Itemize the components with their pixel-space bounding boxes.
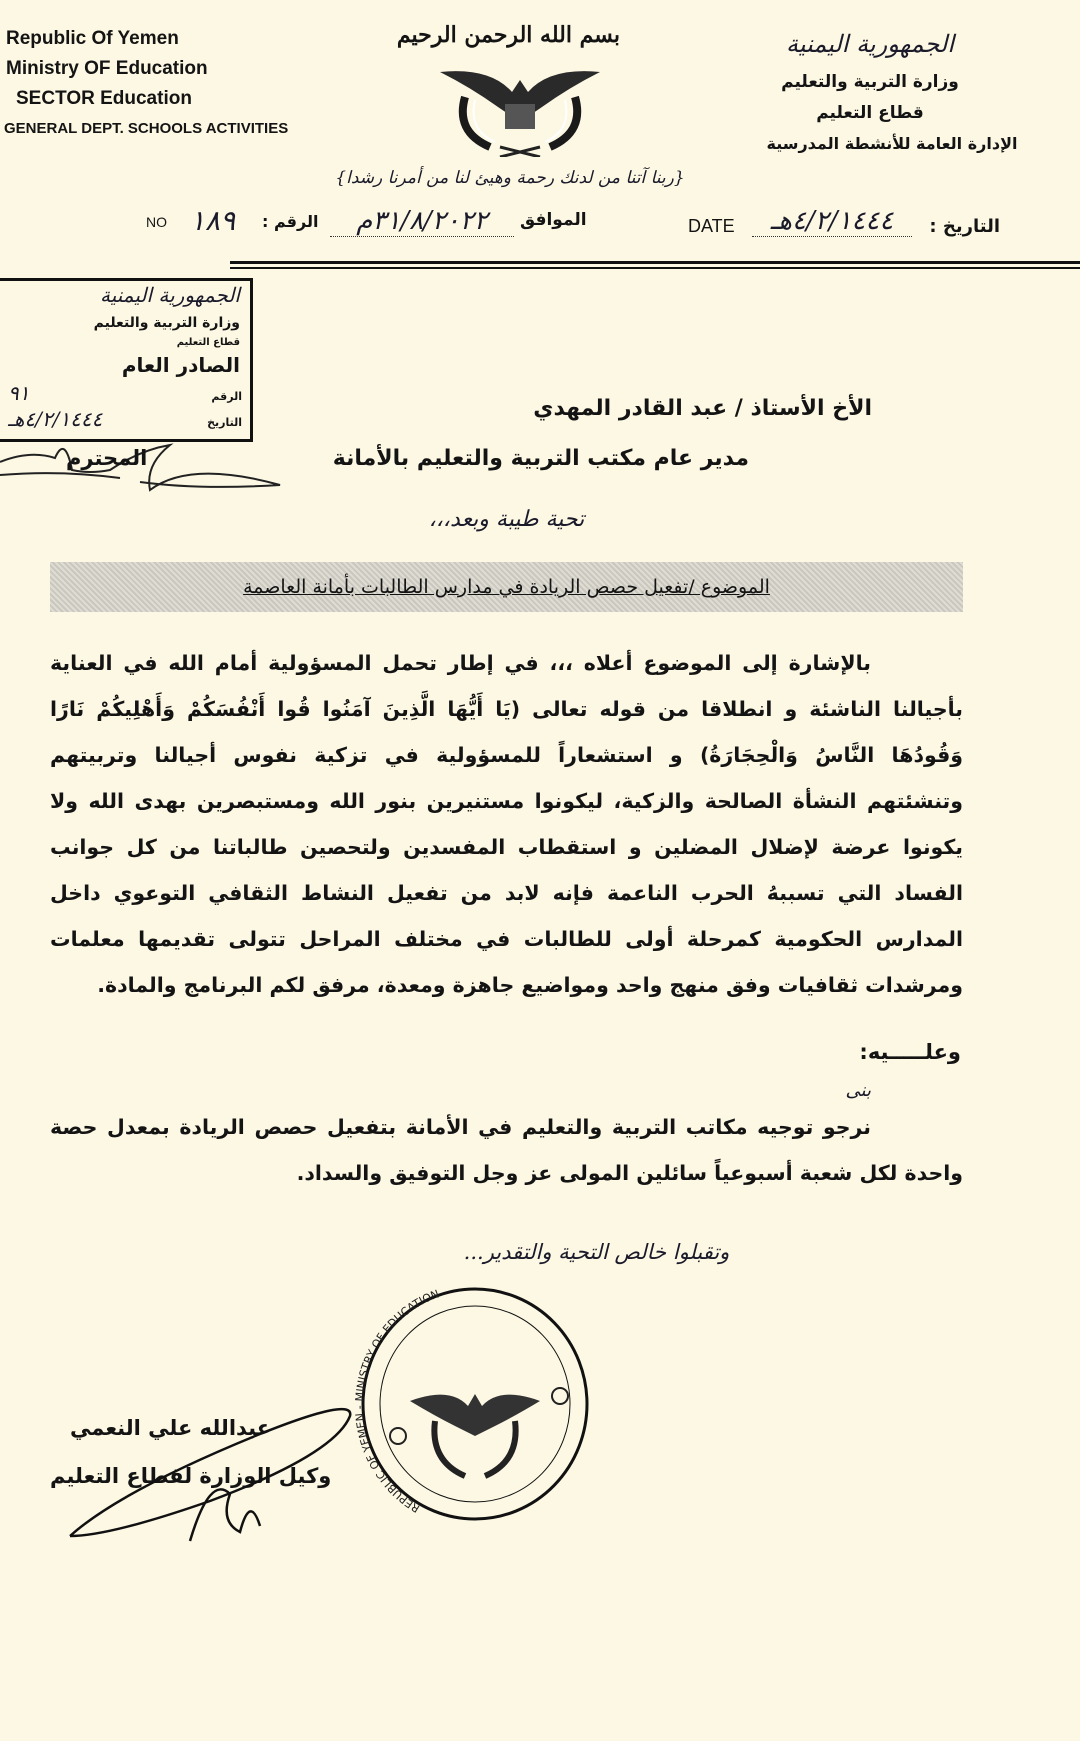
signature-icon — [60, 1396, 360, 1546]
official-seal-icon — [350, 1276, 600, 1536]
handwritten-note: بنى — [845, 1080, 871, 1101]
letterhead-english-dept: GENERAL DEPT. SCHOOLS ACTIVITIES — [4, 120, 289, 137]
registry-stamp-date-value: ٤/٢/١٤٤٤هـ — [8, 407, 103, 431]
signature-block — [50, 1276, 963, 1546]
header-divider-thin — [230, 267, 1080, 269]
addressee-name: الأخ الأستاذ / عبد القادر المهدي — [533, 396, 872, 421]
corresponding-date-label: الموافق — [520, 210, 587, 230]
date-en-label: DATE — [688, 216, 735, 236]
number-value: ١٨٩ — [190, 204, 236, 237]
registry-stamp-sector: قطاع التعليم — [176, 337, 240, 348]
body-line: الحكومية كمرحلة أولى للطالبات في مختلف المراحل تتولى تقديمها معلمات ومرشدات — [50, 927, 963, 997]
letter-body — [50, 500, 963, 1546]
body-paragraph — [50, 640, 963, 1008]
addressee-honorific: المحترم — [66, 446, 148, 470]
body-line: بأجيالنا الناشئة و انطلاقا من قوله تعالى (يَا أَيُّهَا الَّذِينَ آمَنُوا قُوا أَنْفُسَكُمْ وَأَهْلِيكُمْ نَارًا — [50, 697, 963, 721]
svg-text:REPUBLIC OF YEMEN - MINISTRY O: REPUBLIC OF YEMEN - MINISTRY OF EDUCATION — [353, 1287, 442, 1516]
letterhead-english-ministry: Ministry OF Education — [6, 58, 208, 79]
date-label: التاريخ : — [929, 216, 1000, 237]
letterhead-english-republic: Republic Of Yemen — [6, 28, 179, 49]
quran-verse: {ربنا آتنا من لدنك رحمة وهيئ لنا من أمرنا رشدا} — [335, 168, 685, 188]
body-line: بالإشارة إلى الموضوع أعلاه ،،، في إطار تحمل المسؤولية أمام الله في العناية — [50, 651, 871, 675]
letterhead-arabic-republic: الجمهورية اليمنية — [785, 30, 955, 58]
closing: وتقبلوا خالص التحية والتقدير... — [463, 1240, 730, 1264]
body-line: ثقافيات وفق منهج واحد ومواضيع جاهزة ومعدة، مرفق لكم البرنامج والمادة. — [97, 973, 859, 997]
therefore-heading: وعلـــــيه: — [859, 1040, 961, 1064]
number-label: الرقم : — [262, 212, 319, 231]
date-value: ٤/٢/١٤٤٤هـ — [752, 206, 912, 237]
number-en-label: NO — [146, 214, 167, 230]
registry-stamp-number-label: الرقم — [211, 390, 242, 403]
yemen-eagle-emblem-icon — [430, 62, 610, 157]
subject-text: الموضوع /تفعيل حصص الريادة في مدارس الطالبات بأمانة العاصمة — [243, 576, 770, 598]
letterhead-english-sector: SECTOR Education — [16, 88, 192, 109]
letterhead-arabic-sector: قطاع التعليم — [816, 103, 924, 123]
letterhead-arabic-ministry: وزارة التربية والتعليم — [781, 72, 959, 92]
signatory-title: وكيل الوزارة لقطاع التعليم — [50, 1464, 332, 1488]
subject-band — [50, 562, 963, 612]
body-line: تسببهُ الحرب الناعمة فإنه لابد من تفعيل النشاط الثقافي التوعوي داخل المدارس — [50, 881, 964, 951]
corresponding-date-value: ٣١/٨/٢٠٢٢م — [330, 206, 514, 237]
registry-stamp-number-value: ٩١ — [8, 381, 30, 405]
addressee-position: مدير عام مكتب التربية والتعليم بالأمانة — [332, 446, 749, 471]
signatory-name: عبدالله علي النعمي — [70, 1416, 272, 1440]
registry-stamp-republic: الجمهورية اليمنية — [99, 283, 240, 307]
bismillah: بسم الله الرحمن الرحيم — [396, 22, 620, 48]
registry-stamp-date-label: التاريخ — [207, 416, 242, 429]
registry-stamp — [0, 278, 253, 442]
body-line: وَقُودُهَا النَّاسُ وَالْحِجَارَةُ) و استشعاراً للمسؤولية في تزكية نفوس أجيالنا وتربيتهم وتنشئتهم — [50, 743, 963, 813]
body-line: عرضة لإضلال المضلين و استقطاب المفسدين ولتحصين طالباتنا من كل جوانب الفساد التي — [50, 835, 963, 905]
request-line: نرجو توجيه مكاتب التربية والتعليم في الأمانة بتفعيل حصص الريادة بمعدل — [107, 1115, 871, 1139]
request-line: حصة واحدة لكل شعبة أسبوعياً سائلين المولى عز وجل التوفيق والسداد. — [50, 1115, 963, 1185]
greeting: تحية طيبة وبعد،،، — [428, 507, 585, 532]
request-paragraph — [50, 1104, 963, 1196]
body-line: النشأة الصالحة والزكية، ليكونوا مستنيرين بنور الله ومستبصرين بهدى الله ولا يكونوا — [50, 789, 964, 859]
registry-stamp-title: الصادر العام — [121, 353, 240, 377]
registry-stamp-ministry: وزارة التربية والتعليم — [93, 315, 240, 331]
header-divider-thick — [230, 261, 1080, 264]
letterhead-arabic-dept: الإدارة العامة للأنشطة المدرسية — [766, 134, 1018, 153]
